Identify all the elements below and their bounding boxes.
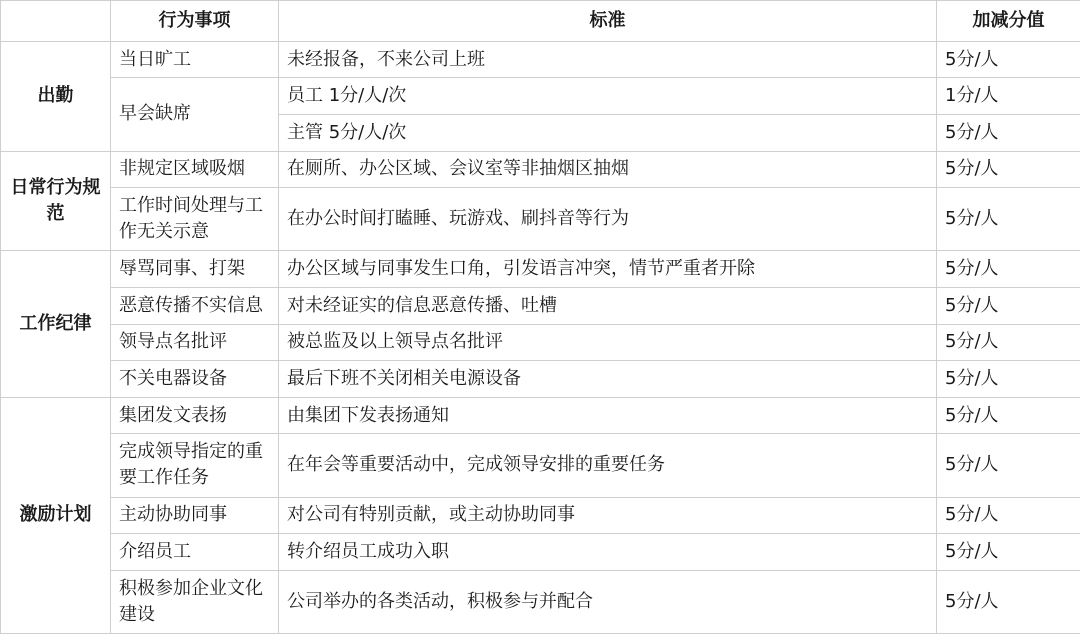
header-row — [1, 1, 1080, 42]
table-row — [1, 397, 1080, 434]
header-standard: 标准 — [279, 1, 937, 42]
standard-cell: 公司举办的各类活动，积极参与并配合 — [279, 570, 937, 633]
standard-cell: 员工 1分/人/次 — [279, 78, 937, 115]
score-cell: 5分/人 — [937, 497, 1080, 534]
table-row — [1, 497, 1080, 534]
score-cell: 5分/人 — [937, 251, 1080, 288]
table-row — [1, 434, 1080, 497]
score-cell: 5分/人 — [937, 324, 1080, 361]
score-cell: 5分/人 — [937, 434, 1080, 497]
behavior-cell: 辱骂同事、打架 — [111, 251, 279, 288]
behavior-cell: 不关电器设备 — [111, 361, 279, 398]
score-cell: 5分/人 — [937, 41, 1080, 78]
behavior-cell: 完成领导指定的重要工作任务 — [111, 434, 279, 497]
standard-cell: 由集团下发表扬通知 — [279, 397, 937, 434]
header-score: 加减分值 — [937, 1, 1080, 42]
score-cell: 5分/人 — [937, 287, 1080, 324]
score-cell: 5分/人 — [937, 570, 1080, 633]
behavior-cell: 介绍员工 — [111, 534, 279, 571]
standard-cell: 在厕所、办公区域、会议室等非抽烟区抽烟 — [279, 151, 937, 188]
standard-cell: 在年会等重要活动中，完成领导安排的重要任务 — [279, 434, 937, 497]
behavior-cell: 主动协助同事 — [111, 497, 279, 534]
table-row — [1, 287, 1080, 324]
header-behavior: 行为事项 — [111, 1, 279, 42]
standard-cell: 对公司有特别贡献，或主动协助同事 — [279, 497, 937, 534]
behavior-cell: 当日旷工 — [111, 41, 279, 78]
score-cell: 5分/人 — [937, 188, 1080, 251]
table-row — [1, 41, 1080, 78]
category-daily: 日常行为规范 — [1, 151, 111, 251]
category-attendance: 出勤 — [1, 41, 111, 151]
category-incentive: 激励计划 — [1, 397, 111, 633]
table-row — [1, 188, 1080, 251]
behavior-cell: 积极参加企业文化建设 — [111, 570, 279, 633]
standard-cell: 在办公时间打瞌睡、玩游戏、刷抖音等行为 — [279, 188, 937, 251]
table-row — [1, 570, 1080, 633]
table-row — [1, 151, 1080, 188]
table-row — [1, 534, 1080, 571]
standard-cell: 办公区域与同事发生口角，引发语言冲突，情节严重者开除 — [279, 251, 937, 288]
category-discipline: 工作纪律 — [1, 251, 111, 398]
behavior-cell: 工作时间处理与工作无关示意 — [111, 188, 279, 251]
behavior-cell: 恶意传播不实信息 — [111, 287, 279, 324]
standard-cell: 未经报备，不来公司上班 — [279, 41, 937, 78]
score-cell: 5分/人 — [937, 151, 1080, 188]
behavior-cell: 领导点名批评 — [111, 324, 279, 361]
behavior-cell: 非规定区域吸烟 — [111, 151, 279, 188]
score-cell: 5分/人 — [937, 114, 1080, 151]
score-cell: 5分/人 — [937, 361, 1080, 398]
standard-cell: 最后下班不关闭相关电源设备 — [279, 361, 937, 398]
behavior-cell: 集团发文表扬 — [111, 397, 279, 434]
standard-cell: 主管 5分/人/次 — [279, 114, 937, 151]
score-cell: 5分/人 — [937, 534, 1080, 571]
score-cell: 1分/人 — [937, 78, 1080, 115]
header-empty-cell — [1, 1, 111, 42]
standard-cell: 转介绍员工成功入职 — [279, 534, 937, 571]
standard-cell: 被总监及以上领导点名批评 — [279, 324, 937, 361]
table-row — [1, 361, 1080, 398]
behavior-cell: 早会缺席 — [111, 78, 279, 151]
table-row — [1, 78, 1080, 115]
standard-cell: 对未经证实的信息恶意传播、吐槽 — [279, 287, 937, 324]
table-row — [1, 251, 1080, 288]
table-row — [1, 324, 1080, 361]
score-cell: 5分/人 — [937, 397, 1080, 434]
